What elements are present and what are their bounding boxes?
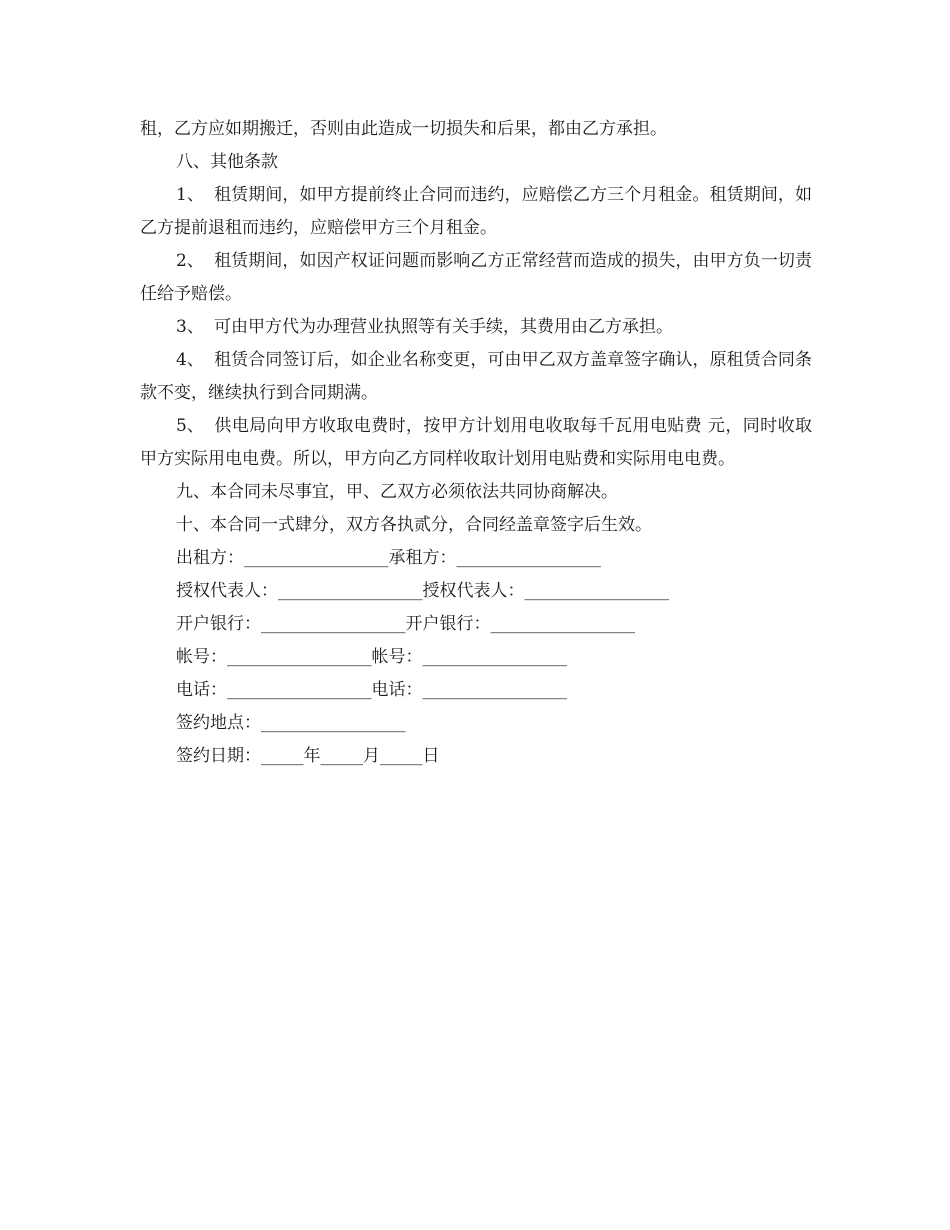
clause-text: 租赁期间，如甲方提前终止合同而违约，应赔偿乙方三个月租金。租赁期间，如乙方提前退租而违约，应赔偿甲方三个月租金。 bbox=[140, 185, 812, 238]
lessee-bank-label: 开户银行： bbox=[405, 614, 491, 634]
section-10: 十、本合同一式肆分，双方各执贰分，合同经盖章签字后生效。 bbox=[176, 515, 652, 535]
date-label: 签约日期： bbox=[176, 746, 261, 766]
clause-number: 5、 bbox=[176, 416, 204, 436]
lessee-rep-label: 授权代表人： bbox=[422, 581, 525, 601]
lessor-account-label: 帐号： bbox=[176, 647, 227, 667]
signature-row-representatives bbox=[140, 575, 812, 608]
contract-page bbox=[140, 113, 812, 773]
continuation-paragraph: 租，乙方应如期搬迁，否则由此造成一切损失和后果，都由乙方承担。 bbox=[140, 119, 667, 139]
clause-text: 租赁期间，如因产权证问题而影响乙方正常经营而造成的损失，由甲方负一切责任给予赔偿。 bbox=[140, 251, 812, 304]
section-8-heading: 八、其他条款 bbox=[176, 152, 278, 172]
signature-row-accounts bbox=[140, 641, 812, 674]
section-9: 九、本合同未尽事宜，甲、乙双方必须依法共同协商解决。 bbox=[176, 482, 618, 502]
lessor-label: 出租方： bbox=[176, 548, 244, 568]
clause-text: 租赁合同签订后，如企业名称变更，可由甲乙双方盖章签字确认，原租赁合同条款不变，继续执行到合同期满。 bbox=[140, 350, 812, 403]
year-blank: _____ bbox=[261, 746, 304, 766]
lessee-phone-label: 电话： bbox=[371, 680, 423, 700]
lessor-bank-label: 开户银行： bbox=[176, 614, 261, 634]
clause-3 bbox=[140, 311, 812, 344]
clause-5 bbox=[140, 410, 812, 476]
place-blank: _________________ bbox=[261, 713, 406, 733]
month-label: 月 bbox=[363, 746, 380, 766]
lessee-account-blank: _________________ bbox=[422, 647, 567, 667]
clause-number: 1、 bbox=[176, 185, 204, 205]
lessor-account-blank: _________________ bbox=[227, 647, 372, 667]
signature-row-phones bbox=[140, 674, 812, 707]
clause-number: 2、 bbox=[176, 251, 204, 271]
lessor-phone-blank: _________________ bbox=[227, 680, 372, 700]
month-blank: _____ bbox=[320, 746, 363, 766]
lessee-blank: _________________ bbox=[456, 548, 601, 568]
lessee-label: 承租方： bbox=[388, 548, 457, 568]
lessee-account-label: 帐号： bbox=[371, 647, 423, 667]
signature-row-banks bbox=[140, 608, 812, 641]
lessee-phone-blank: _________________ bbox=[422, 680, 567, 700]
clause-text: 可由甲方代为办理营业执照等有关手续，其费用由乙方承担。 bbox=[214, 317, 673, 337]
lessor-bank-blank: _________________ bbox=[261, 614, 406, 634]
clause-1 bbox=[140, 179, 812, 245]
lessor-phone-label: 电话： bbox=[176, 680, 227, 700]
signature-row-parties bbox=[140, 542, 812, 575]
place-label: 签约地点： bbox=[176, 713, 261, 733]
lessee-bank-blank: _________________ bbox=[490, 614, 635, 634]
lessee-rep-blank: _________________ bbox=[524, 581, 669, 601]
day-label: 日 bbox=[422, 746, 440, 766]
clause-number: 3、 bbox=[176, 317, 204, 337]
signature-row-date bbox=[140, 740, 812, 773]
lessor-rep-blank: _________________ bbox=[278, 581, 423, 601]
lessor-blank: _________________ bbox=[244, 548, 389, 568]
lessor-rep-label: 授权代表人： bbox=[176, 581, 278, 601]
clause-4 bbox=[140, 344, 812, 410]
clause-text: 供电局向甲方收取电费时，按甲方计划用电收取每千瓦用电贴费 元，同时收取甲方实际用电电费。所以，甲方向乙方同样收取计划用电贴费和实际用电电费。 bbox=[140, 416, 812, 469]
signature-row-place bbox=[140, 707, 812, 740]
clause-2 bbox=[140, 245, 812, 311]
day-blank: _____ bbox=[380, 746, 423, 766]
clause-number: 4、 bbox=[176, 350, 204, 370]
year-label: 年 bbox=[303, 746, 321, 766]
